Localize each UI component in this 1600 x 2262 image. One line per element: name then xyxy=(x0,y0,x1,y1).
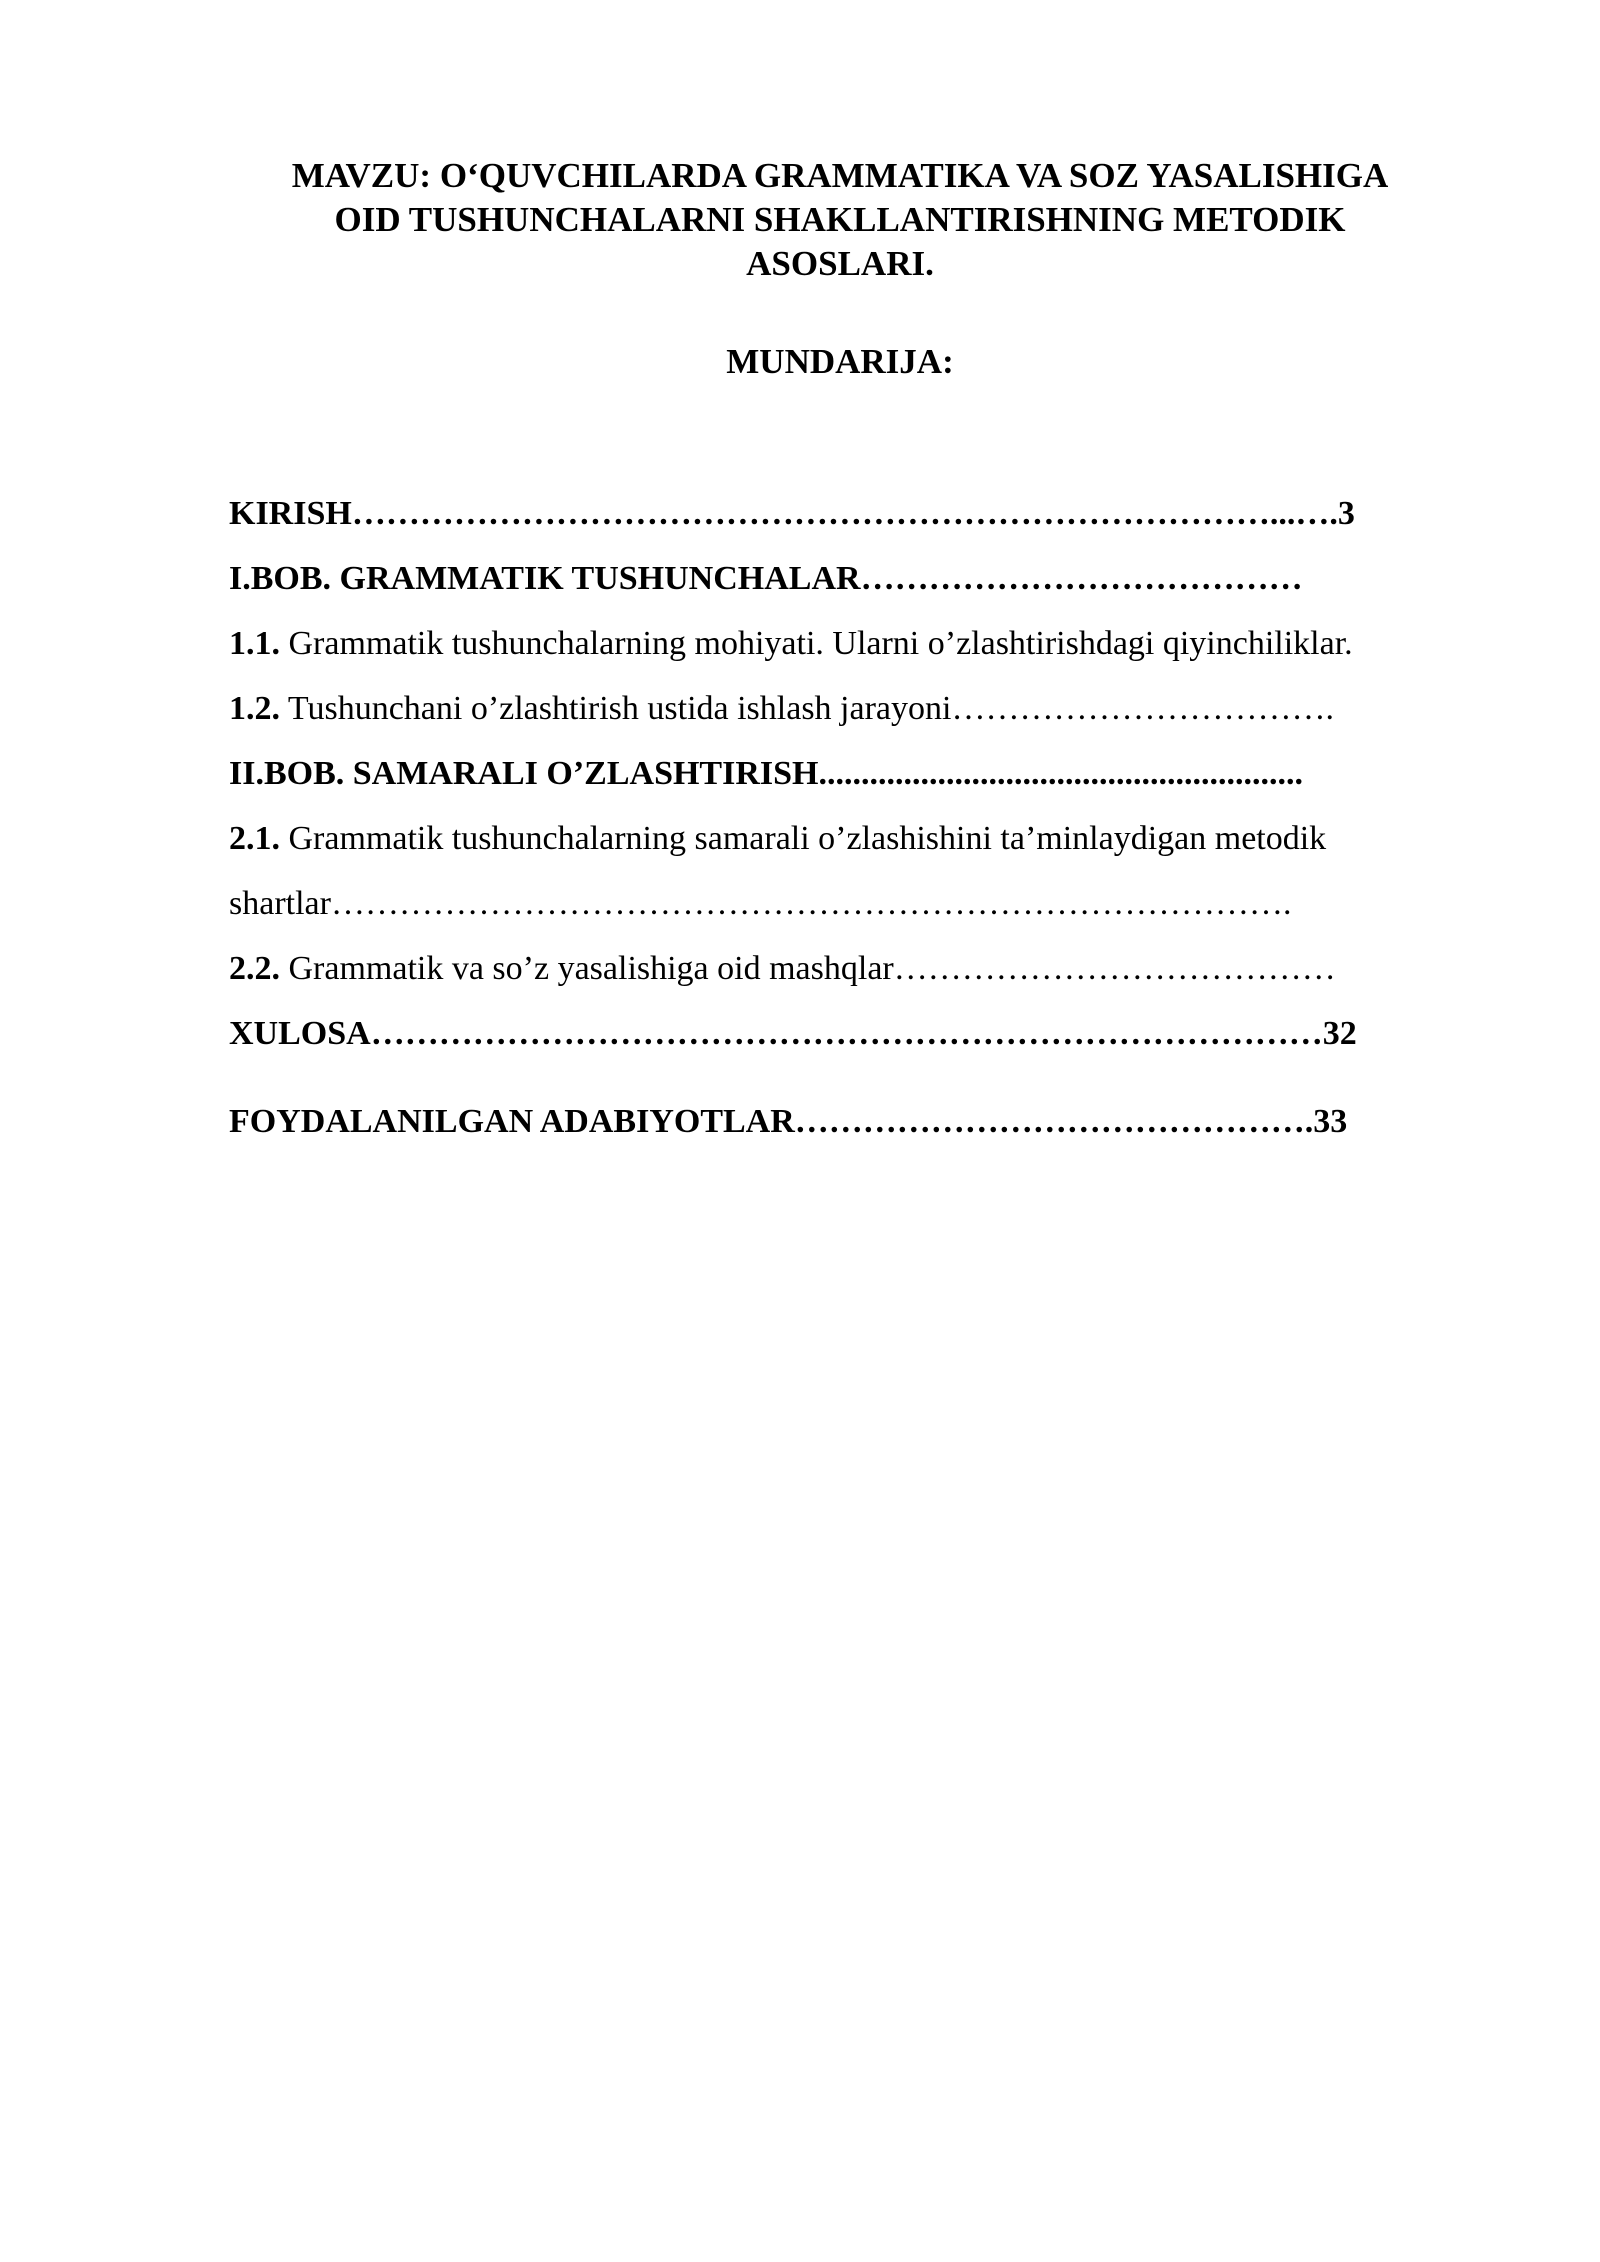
toc-entry-text: XULOSA…………………………………………………………………………32 xyxy=(229,1015,1357,1052)
toc-entry-number: 2.2. xyxy=(229,950,280,987)
toc-entry-text: FOYDALANILGAN ADABIYOTLAR……………………………………….33 xyxy=(229,1103,1348,1140)
toc-entry-text: shartlar…………………………………………………………………………. xyxy=(229,885,1292,922)
toc-entry-text: Tushunchani o’zlashtirish ustida ishlash jarayoni……………………………. xyxy=(280,690,1334,727)
title-line-2: OID TUSHUNCHALARNI SHAKLLANTIRISHNING METODIK xyxy=(334,200,1346,239)
toc-entry-text: I.BOB. GRAMMATIK TUSHUNCHALAR………………………………… xyxy=(229,560,1303,597)
toc-heading: MUNDARIJA: xyxy=(726,342,954,381)
toc-entry-1-1 xyxy=(229,622,1353,666)
toc-entry-text: KIRISH………………………………………………………………………...….3 xyxy=(229,495,1355,532)
toc-entry-1-2 xyxy=(229,687,1334,731)
toc-entry-number: 1.2. xyxy=(229,690,280,727)
toc-entry-text: Grammatik tushunchalarning mohiyati. Ularni o’zlashtirishdagi qiyinchiliklar. xyxy=(280,625,1353,662)
toc-entry-number: 2.1. xyxy=(229,820,280,857)
toc-entry-2-1 xyxy=(229,817,1326,861)
title-line-3: ASOSLARI. xyxy=(746,244,934,283)
toc-entry-text: Grammatik tushunchalarning samarali o’zlashishini ta’minlaydigan metodik xyxy=(280,820,1327,857)
toc-entry-xulosa xyxy=(229,1012,1357,1056)
toc-entry-references xyxy=(229,1100,1347,1144)
toc-entry-chapter-2 xyxy=(229,752,1303,796)
toc-entry-kirish xyxy=(229,492,1355,536)
toc-entry-number: 1.1. xyxy=(229,625,280,662)
toc-entry-chapter-1 xyxy=(229,557,1303,601)
toc-entry-2-1-continued xyxy=(229,882,1291,926)
toc-entry-text: Grammatik va so’z yasalishiga oid mashqlar………………………………… xyxy=(280,950,1336,987)
title-line-1: MAVZU: O‘QUVCHILARDA GRAMMATIKA VA SOZ YASALISHIGA xyxy=(291,156,1389,195)
toc-entry-text: II.BOB. SAMARALI O’ZLASHTIRISH......................................................... xyxy=(229,755,1303,792)
toc-entry-2-2 xyxy=(229,947,1336,991)
document-title xyxy=(240,154,1440,286)
